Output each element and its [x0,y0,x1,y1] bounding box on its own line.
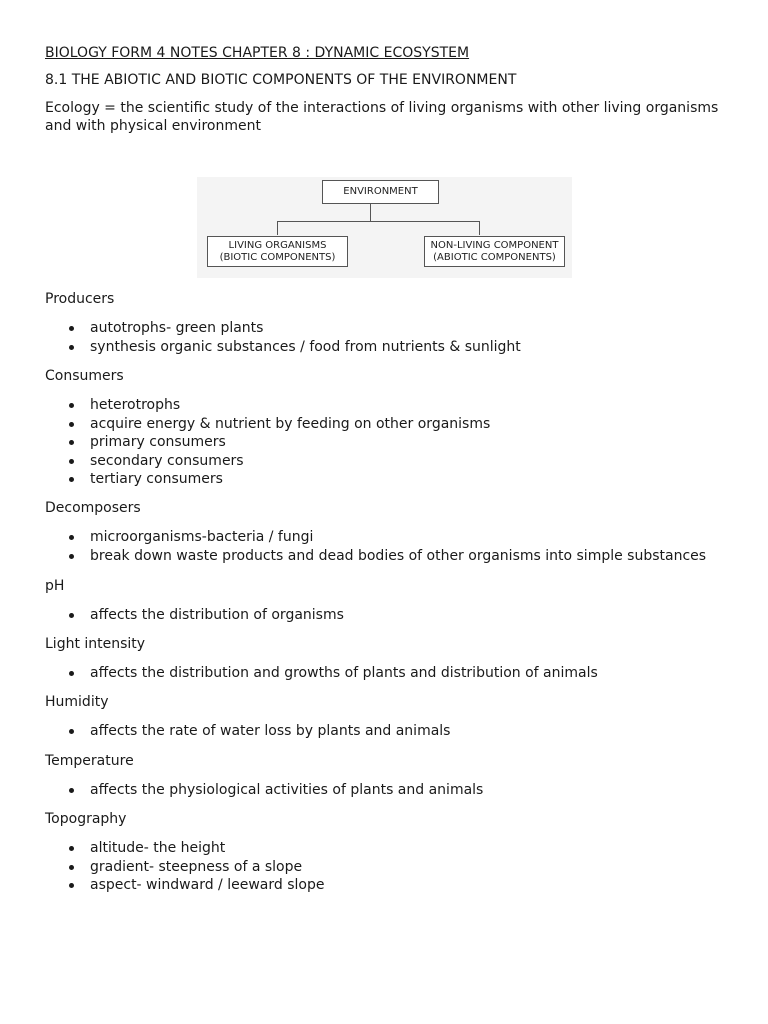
document-title: BIOLOGY FORM 4 NOTES CHAPTER 8 : DYNAMIC ECOSYSTEM [45,45,470,61]
diagram-connector [370,204,371,221]
section-heading: pH [45,578,65,594]
ecology-definition-line-1: Ecology = the scientific study of the interactions of living organisms with other living organisms [45,100,719,116]
environment-diagram [197,177,572,278]
bullet-list [45,606,745,625]
list-item: affects the distribution of organisms [90,606,745,625]
section-heading: Topography [45,811,127,827]
document-header [45,44,725,135]
section-light-intensity [45,635,745,683]
biotic-label-line-1: LIVING ORGANISMS [228,240,327,251]
biotic-label-line-2: (BIOTIC COMPONENTS) [219,252,336,263]
bullet-list [45,839,745,895]
diagram-connector [277,221,278,235]
list-item: acquire energy & nutrient by feeding on other organisms [90,415,745,434]
section-decomposers [45,499,745,565]
diagram-connector [277,221,479,222]
list-item: aspect- windward / leeward slope [90,876,745,895]
list-item: break down waste products and dead bodies of other organisms into simple substances [90,547,745,566]
diagram-biotic-box [207,236,348,267]
list-item: heterotrophs [90,396,745,415]
diagram-connector [479,221,480,235]
list-item: affects the physiological activities of plants and animals [90,781,745,800]
list-item: altitude- the height [90,839,745,858]
bullet-list [45,781,745,800]
bullet-list [45,722,745,741]
section-producers [45,290,745,356]
section-consumers [45,367,745,489]
ecology-definition-line-2: and with physical environment [45,118,261,134]
section-heading: Producers [45,291,115,307]
bullet-list [45,528,745,565]
list-item: gradient- steepness of a slope [90,858,745,877]
list-item: primary consumers [90,433,745,452]
list-item: affects the rate of water loss by plants and animals [90,722,745,741]
abiotic-label-line-1: NON-LIVING COMPONENT [430,240,559,251]
section-temperature [45,752,745,800]
section-heading: Decomposers [45,500,141,516]
section-heading: Humidity [45,694,109,710]
section-ph [45,577,745,625]
section-subtitle: 8.1 THE ABIOTIC AND BIOTIC COMPONENTS OF THE ENVIRONMENT [45,72,517,88]
bullet-list [45,319,745,356]
diagram-root-box: ENVIRONMENT [322,180,439,204]
list-item: microorganisms-bacteria / fungi [90,528,745,547]
list-item: autotrophs- green plants [90,319,745,338]
diagram-abiotic-box [424,236,565,267]
list-item: secondary consumers [90,452,745,471]
section-humidity [45,693,745,741]
bullet-list [45,396,745,489]
section-heading: Light intensity [45,636,146,652]
section-topography [45,810,745,895]
list-item: tertiary consumers [90,470,745,489]
bullet-list [45,664,745,683]
section-heading: Temperature [45,753,134,769]
list-item: synthesis organic substances / food from nutrients & sunlight [90,338,745,357]
abiotic-label-line-2: (ABIOTIC COMPONENTS) [433,252,556,263]
section-heading: Consumers [45,368,124,384]
list-item: affects the distribution and growths of plants and distribution of animals [90,664,745,683]
